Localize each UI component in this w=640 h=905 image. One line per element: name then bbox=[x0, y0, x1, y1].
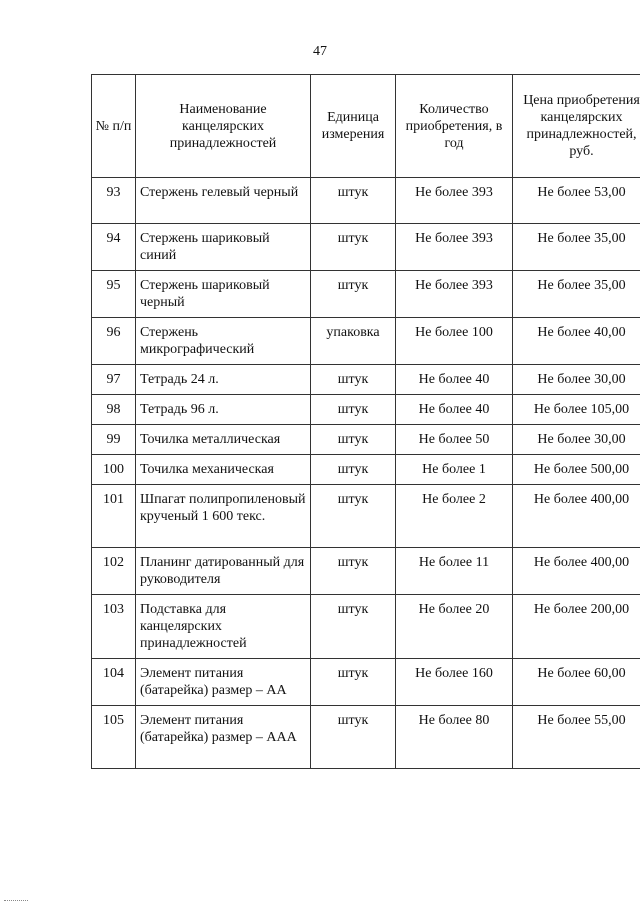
row-price: Не более 60,00 bbox=[513, 659, 640, 706]
table-row bbox=[92, 595, 640, 659]
row-unit: штук bbox=[311, 455, 396, 485]
table-row bbox=[92, 365, 640, 395]
header-quantity: Количество приобретения, в год bbox=[396, 75, 513, 178]
table-row bbox=[92, 548, 640, 595]
row-name: Тетрадь 96 л. bbox=[136, 395, 311, 425]
row-name: Элемент питания (батарейка) размер – ААА bbox=[136, 706, 311, 769]
row-name: Шпагат полипропиленовый крученый 1 600 текс. bbox=[136, 485, 311, 548]
table-row bbox=[92, 271, 640, 318]
row-number: 93 bbox=[92, 178, 136, 224]
row-name: Стержень шариковый черный bbox=[136, 271, 311, 318]
row-name: Тетрадь 24 л. bbox=[136, 365, 311, 395]
row-quantity: Не более 160 bbox=[396, 659, 513, 706]
row-unit: штук bbox=[311, 595, 396, 659]
row-number: 99 bbox=[92, 425, 136, 455]
table-row bbox=[92, 425, 640, 455]
row-quantity: Не более 20 bbox=[396, 595, 513, 659]
row-unit: штук bbox=[311, 425, 396, 455]
row-number: 95 bbox=[92, 271, 136, 318]
row-name: Точилка металлическая bbox=[136, 425, 311, 455]
scan-corner-mark bbox=[4, 900, 28, 901]
row-price: Не более 500,00 bbox=[513, 455, 640, 485]
row-price: Не более 200,00 bbox=[513, 595, 640, 659]
row-quantity: Не более 393 bbox=[396, 224, 513, 271]
row-unit: штук bbox=[311, 271, 396, 318]
row-number: 94 bbox=[92, 224, 136, 271]
row-number: 102 bbox=[92, 548, 136, 595]
row-quantity: Не более 100 bbox=[396, 318, 513, 365]
header-name: Наименование канцелярских принадлежностей bbox=[136, 75, 311, 178]
row-name: Подставка для канцелярских принадлежностей bbox=[136, 595, 311, 659]
row-number: 101 bbox=[92, 485, 136, 548]
row-number: 100 bbox=[92, 455, 136, 485]
office-supplies-table bbox=[91, 74, 640, 769]
table-row bbox=[92, 659, 640, 706]
table-row bbox=[92, 485, 640, 548]
row-price: Не более 400,00 bbox=[513, 548, 640, 595]
row-quantity: Не более 1 bbox=[396, 455, 513, 485]
row-price: Не более 35,00 bbox=[513, 271, 640, 318]
row-unit: штук bbox=[311, 178, 396, 224]
table-row bbox=[92, 706, 640, 769]
row-price: Не более 30,00 bbox=[513, 425, 640, 455]
row-price: Не более 35,00 bbox=[513, 224, 640, 271]
row-unit: штук bbox=[311, 395, 396, 425]
row-number: 97 bbox=[92, 365, 136, 395]
row-unit: штук bbox=[311, 659, 396, 706]
row-unit: штук bbox=[311, 365, 396, 395]
row-quantity: Не более 11 bbox=[396, 548, 513, 595]
table-row bbox=[92, 318, 640, 365]
row-number: 105 bbox=[92, 706, 136, 769]
row-number: 103 bbox=[92, 595, 136, 659]
row-name: Точилка механическая bbox=[136, 455, 311, 485]
row-unit: штук bbox=[311, 485, 396, 548]
row-number: 96 bbox=[92, 318, 136, 365]
row-number: 98 bbox=[92, 395, 136, 425]
row-quantity: Не более 40 bbox=[396, 395, 513, 425]
row-name: Стержень гелевый черный bbox=[136, 178, 311, 224]
row-price: Не более 400,00 bbox=[513, 485, 640, 548]
row-quantity: Не более 80 bbox=[396, 706, 513, 769]
row-price: Не более 55,00 bbox=[513, 706, 640, 769]
row-price: Не более 105,00 bbox=[513, 395, 640, 425]
row-quantity: Не более 50 bbox=[396, 425, 513, 455]
table-header-row bbox=[92, 75, 640, 178]
table-row bbox=[92, 455, 640, 485]
page-number: 47 bbox=[313, 44, 327, 59]
row-unit: штук bbox=[311, 224, 396, 271]
header-unit: Единица измерения bbox=[311, 75, 396, 178]
header-number: № п/п bbox=[92, 75, 136, 178]
row-number: 104 bbox=[92, 659, 136, 706]
row-quantity: Не более 2 bbox=[396, 485, 513, 548]
row-price: Не более 30,00 bbox=[513, 365, 640, 395]
header-price: Цена приобретения канцелярских принадлежностей, руб. bbox=[513, 75, 640, 178]
row-quantity: Не более 40 bbox=[396, 365, 513, 395]
row-name: Элемент питания (батарейка) размер – АА bbox=[136, 659, 311, 706]
row-quantity: Не более 393 bbox=[396, 271, 513, 318]
row-name: Планинг датированный для руководителя bbox=[136, 548, 311, 595]
row-unit: штук bbox=[311, 706, 396, 769]
row-unit: упаковка bbox=[311, 318, 396, 365]
table-row bbox=[92, 178, 640, 224]
row-name: Стержень микрографический bbox=[136, 318, 311, 365]
table-row bbox=[92, 224, 640, 271]
table-row bbox=[92, 395, 640, 425]
row-name: Стержень шариковый синий bbox=[136, 224, 311, 271]
row-price: Не более 53,00 bbox=[513, 178, 640, 224]
row-price: Не более 40,00 bbox=[513, 318, 640, 365]
row-unit: штук bbox=[311, 548, 396, 595]
row-quantity: Не более 393 bbox=[396, 178, 513, 224]
